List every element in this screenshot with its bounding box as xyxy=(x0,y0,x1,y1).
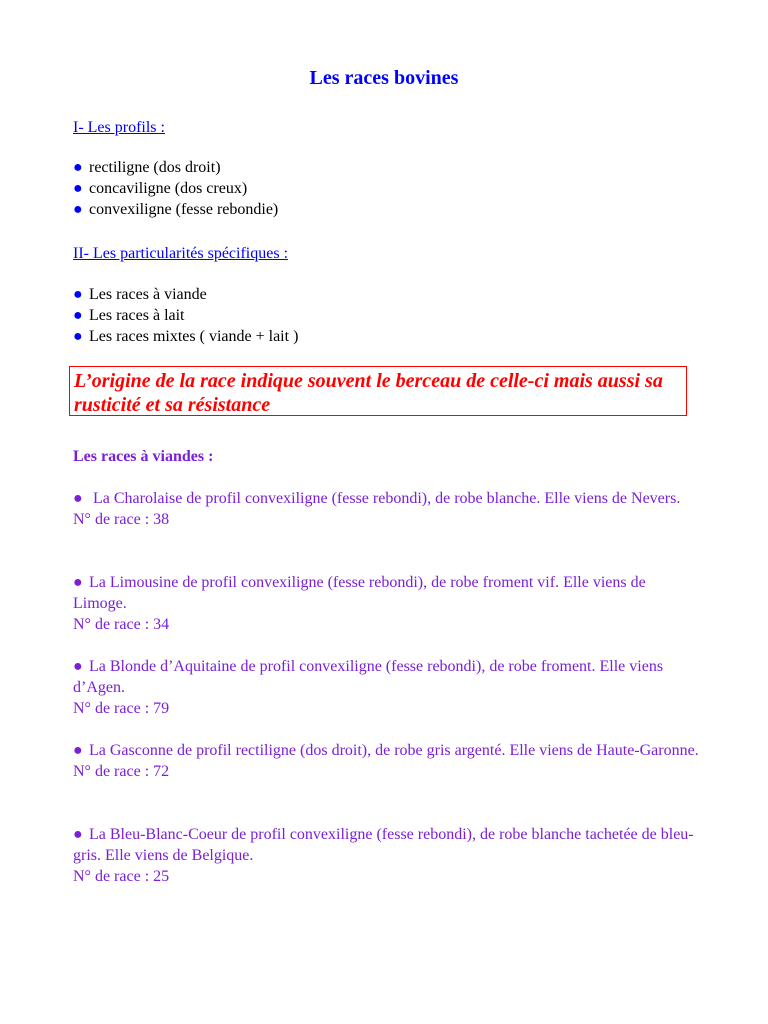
breed-number: N° de race : 38 xyxy=(73,511,170,528)
list-item: ● rectiligne (dos droit) xyxy=(73,159,221,176)
breed-entry xyxy=(73,572,703,635)
breed-number: N° de race : 34 xyxy=(73,616,170,633)
breed-description: La Charolaise de profil convexiligne (fesse rebondi), de robe blanche. Elle viens de Nevers. xyxy=(89,490,681,507)
breed-number: N° de race : 79 xyxy=(73,700,170,717)
bullet-icon: ● xyxy=(73,328,83,345)
breed-entry xyxy=(73,824,703,887)
bullet-icon: ● xyxy=(73,742,83,759)
breed-number: N° de race : 25 xyxy=(73,868,170,885)
list-item: ● concaviligne (dos creux) xyxy=(73,180,248,197)
section-heading-specificities: II- Les particularités spécifiques : xyxy=(73,245,289,262)
breed-number: N° de race : 72 xyxy=(73,763,170,780)
breed-entry xyxy=(73,740,703,782)
meat-breeds-heading: Les races à viandes : xyxy=(73,448,214,465)
bullet-icon: ● xyxy=(73,490,83,507)
specificities-list xyxy=(73,284,298,347)
breed-description: La Bleu-Blanc-Coeur de profil convexiligne (fesse rebondi), de robe blanche tachetée de bleu-gris. Elle viens de Belgique. xyxy=(73,826,694,864)
origin-callout-box: L’origine de la race indique souvent le berceau de celle-ci mais aussi sa rusticité et sa résistance xyxy=(69,366,687,416)
bullet-icon: ● xyxy=(73,159,83,176)
bullet-icon: ● xyxy=(73,574,83,591)
breed-entry xyxy=(73,656,703,719)
bullet-icon: ● xyxy=(73,286,83,303)
breed-description: La Gasconne de profil rectiligne (dos droit), de robe gris argenté. Elle viens de Haute-Garonne. xyxy=(89,742,699,759)
bullet-icon: ● xyxy=(73,201,83,218)
section-heading-profiles: I- Les profils : xyxy=(73,119,165,136)
page-title: Les races bovines xyxy=(309,67,459,89)
profiles-list xyxy=(73,157,278,220)
list-item: ● Les races à lait xyxy=(73,307,185,324)
bullet-icon: ● xyxy=(73,658,83,675)
breed-description: La Limousine de profil convexiligne (fesse rebondi), de robe froment vif. Elle viens de Limoge. xyxy=(73,574,646,612)
breed-entry xyxy=(73,488,703,530)
bullet-icon: ● xyxy=(73,307,83,324)
bullet-icon: ● xyxy=(73,826,83,843)
breed-description: La Blonde d’Aquitaine de profil convexiligne (fesse rebondi), de robe froment. Elle viens d’Agen. xyxy=(73,658,664,696)
bullet-icon: ● xyxy=(73,180,83,197)
list-item: ● Les races à viande xyxy=(73,286,207,303)
list-item: ● Les races mixtes ( viande + lait ) xyxy=(73,328,299,345)
list-item: ● convexiligne (fesse rebondie) xyxy=(73,201,279,218)
